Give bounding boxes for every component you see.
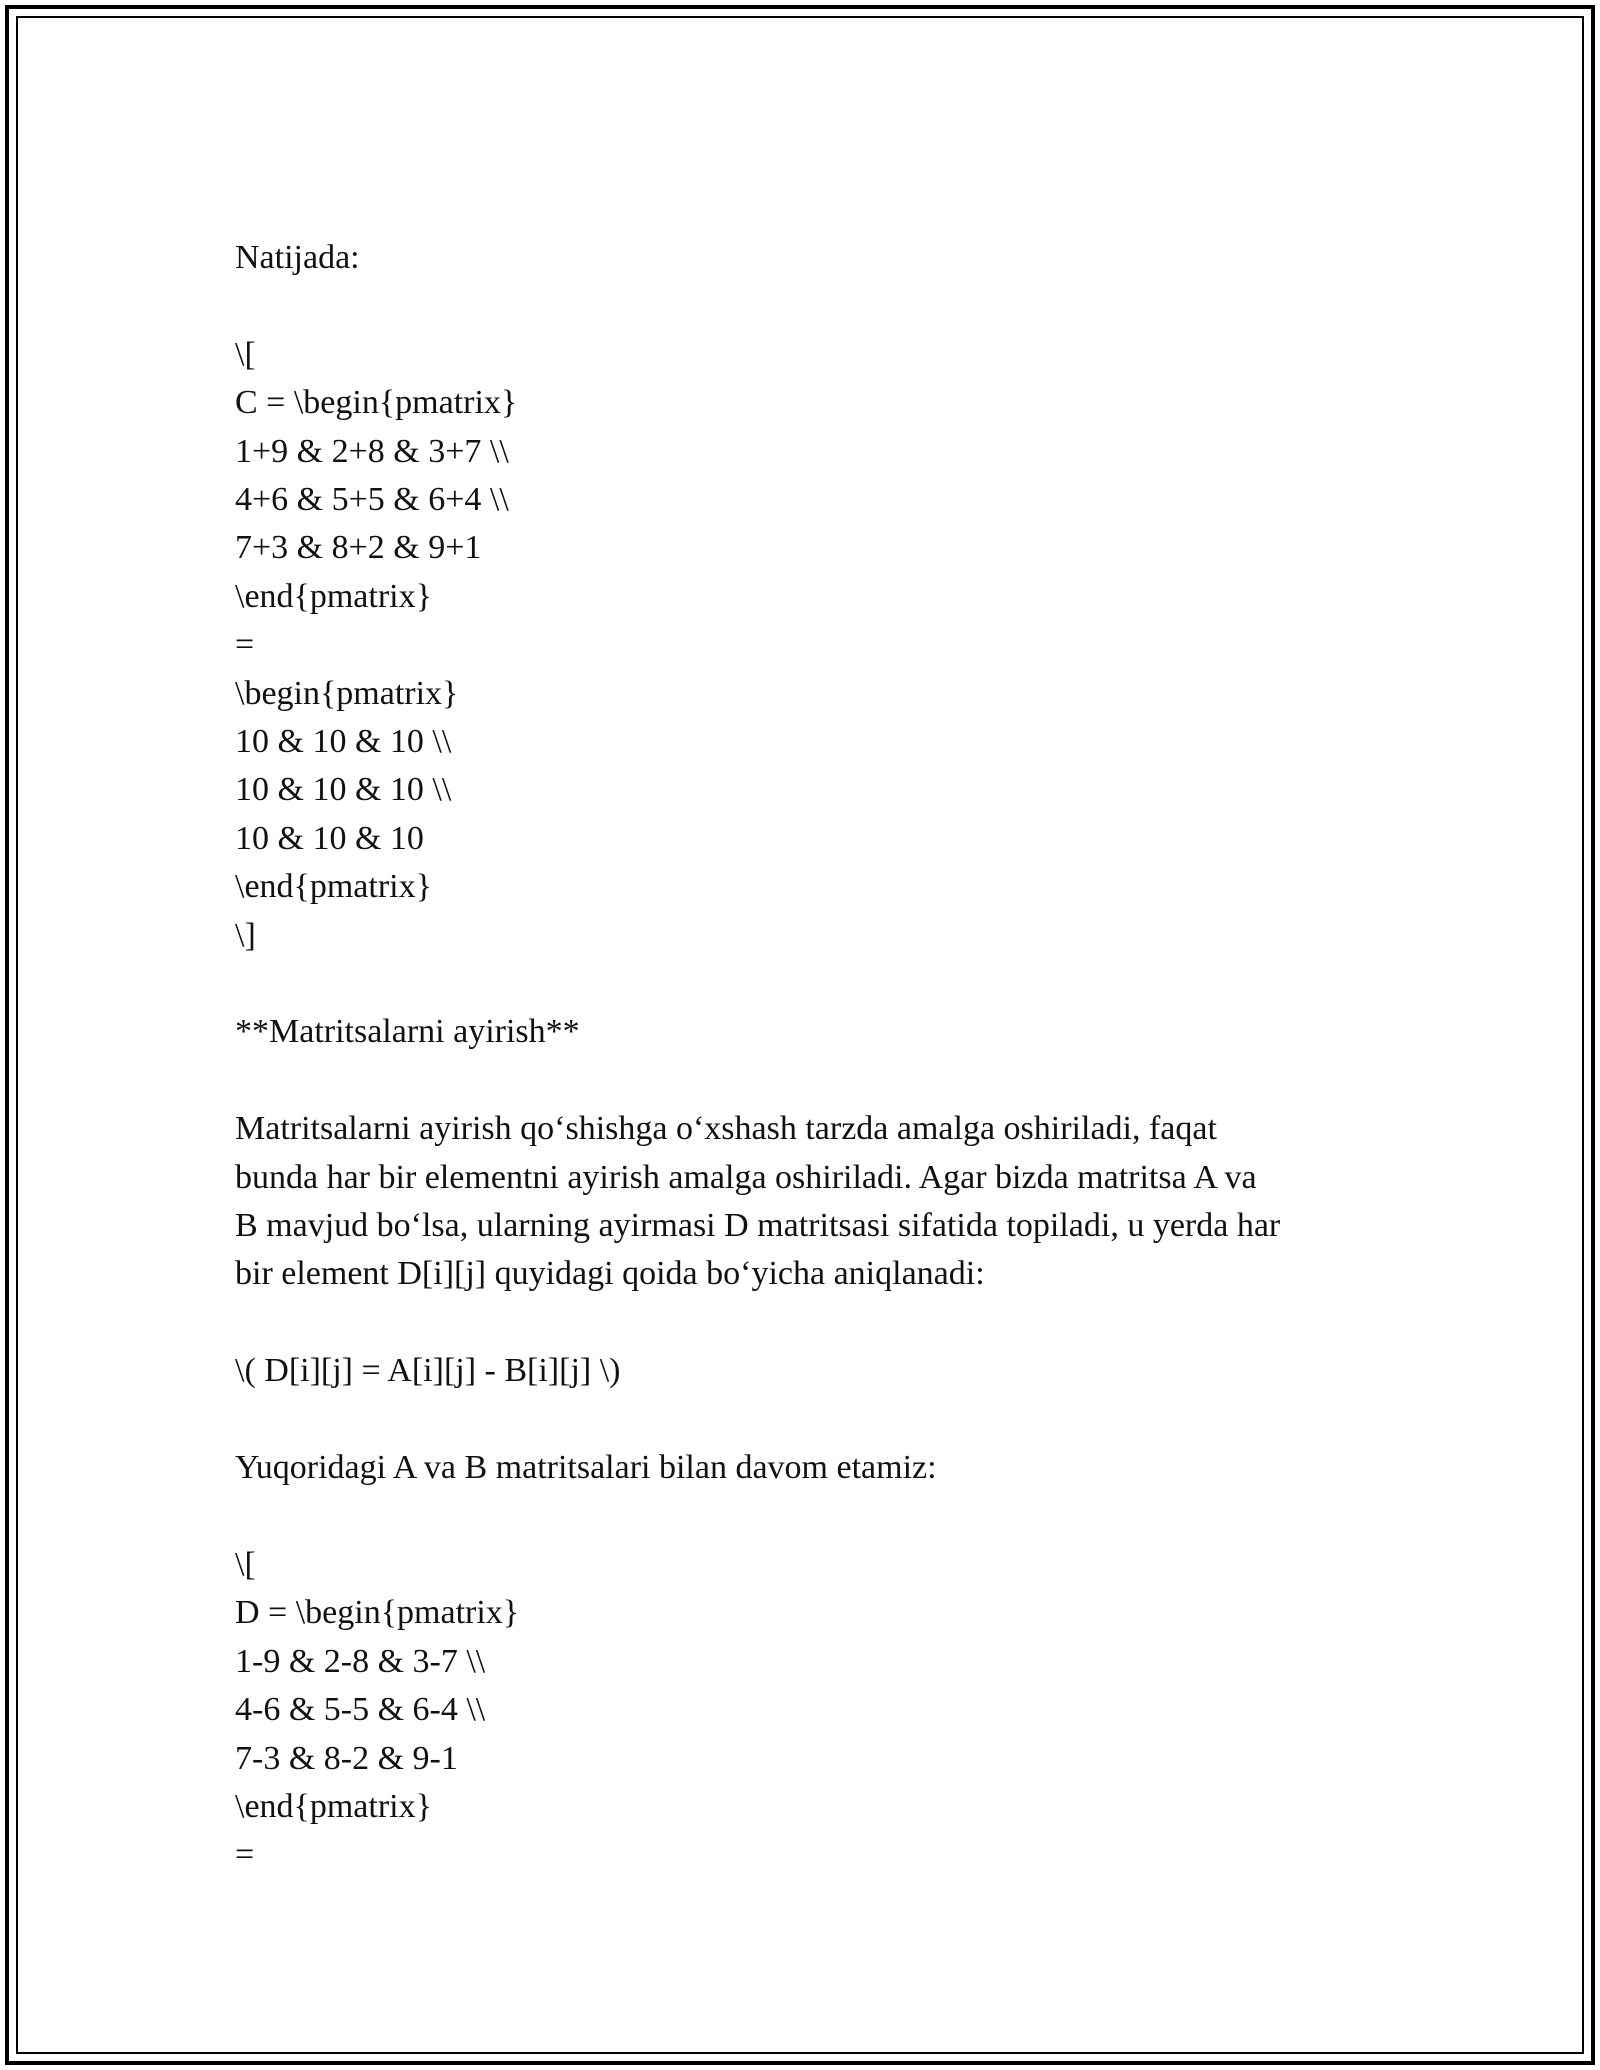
latex-line: 7-3 & 8-2 & 9-1 [235,1739,458,1777]
blank-line [235,960,1385,1008]
blank-line [235,1492,1385,1540]
latex-line: 7+3 & 8+2 & 9+1 [235,529,482,567]
latex-line: 1+9 & 2+8 & 3+7 \\ [235,432,509,470]
latex-line: C = \begin{pmatrix} [235,384,518,422]
latex-line: \[ [235,335,256,373]
latex-line: 10 & 10 & 10 \\ [235,771,452,809]
latex-line: = [235,626,255,664]
latex-line: 10 & 10 & 10 \\ [235,723,452,761]
latex-line: \end{pmatrix} [235,868,432,906]
latex-line: \end{pmatrix} [235,577,432,615]
latex-line: 1-9 & 2-8 & 3-7 \\ [235,1642,486,1680]
paragraph-line: bir element D[i][j] quyidagi qoida bo‘yicha aniqlanadi: [235,1255,985,1293]
paragraph-line: B mavjud bo‘lsa, ularning ayirmasi D matritsasi sifatida topiladi, u yerda har [235,1207,1281,1245]
subtraction-paragraph [235,1105,1385,1299]
continue-text: Yuqoridagi A va B matritsalari bilan davom etamiz: [235,1449,937,1487]
result-label: Natijada: [235,239,360,276]
diff-matrix-block [235,1541,1385,1880]
latex-line: \[ [235,1545,256,1583]
paragraph-line: Matritsalarni ayirish qo‘shishga o‘xshash tarzda amalga oshiriladi, faqat [235,1110,1217,1148]
paragraph-line: bunda har bir elementni ayirish amalga oshiriladi. Agar bizda matritsa A va [235,1158,1257,1196]
latex-line: = [235,1836,255,1874]
latex-line: 4+6 & 5+5 & 6+4 \\ [235,481,509,519]
section-heading: **Matritsalarni ayirish** [235,1013,580,1051]
latex-line: 10 & 10 & 10 [235,819,424,857]
latex-line: \begin{pmatrix} [235,674,459,712]
blank-line [235,1299,1385,1347]
subtraction-formula: \( D[i][j] = A[i][j] - B[i][j] \) [235,1352,621,1390]
latex-line: \] [235,916,256,954]
document-body [235,234,1385,1880]
blank-line [235,282,1385,330]
latex-line: D = \begin{pmatrix} [235,1594,520,1632]
latex-line: 4-6 & 5-5 & 6-4 \\ [235,1691,486,1729]
sum-matrix-block [235,331,1385,960]
latex-line: \end{pmatrix} [235,1787,432,1825]
blank-line [235,1057,1385,1105]
blank-line [235,1396,1385,1444]
